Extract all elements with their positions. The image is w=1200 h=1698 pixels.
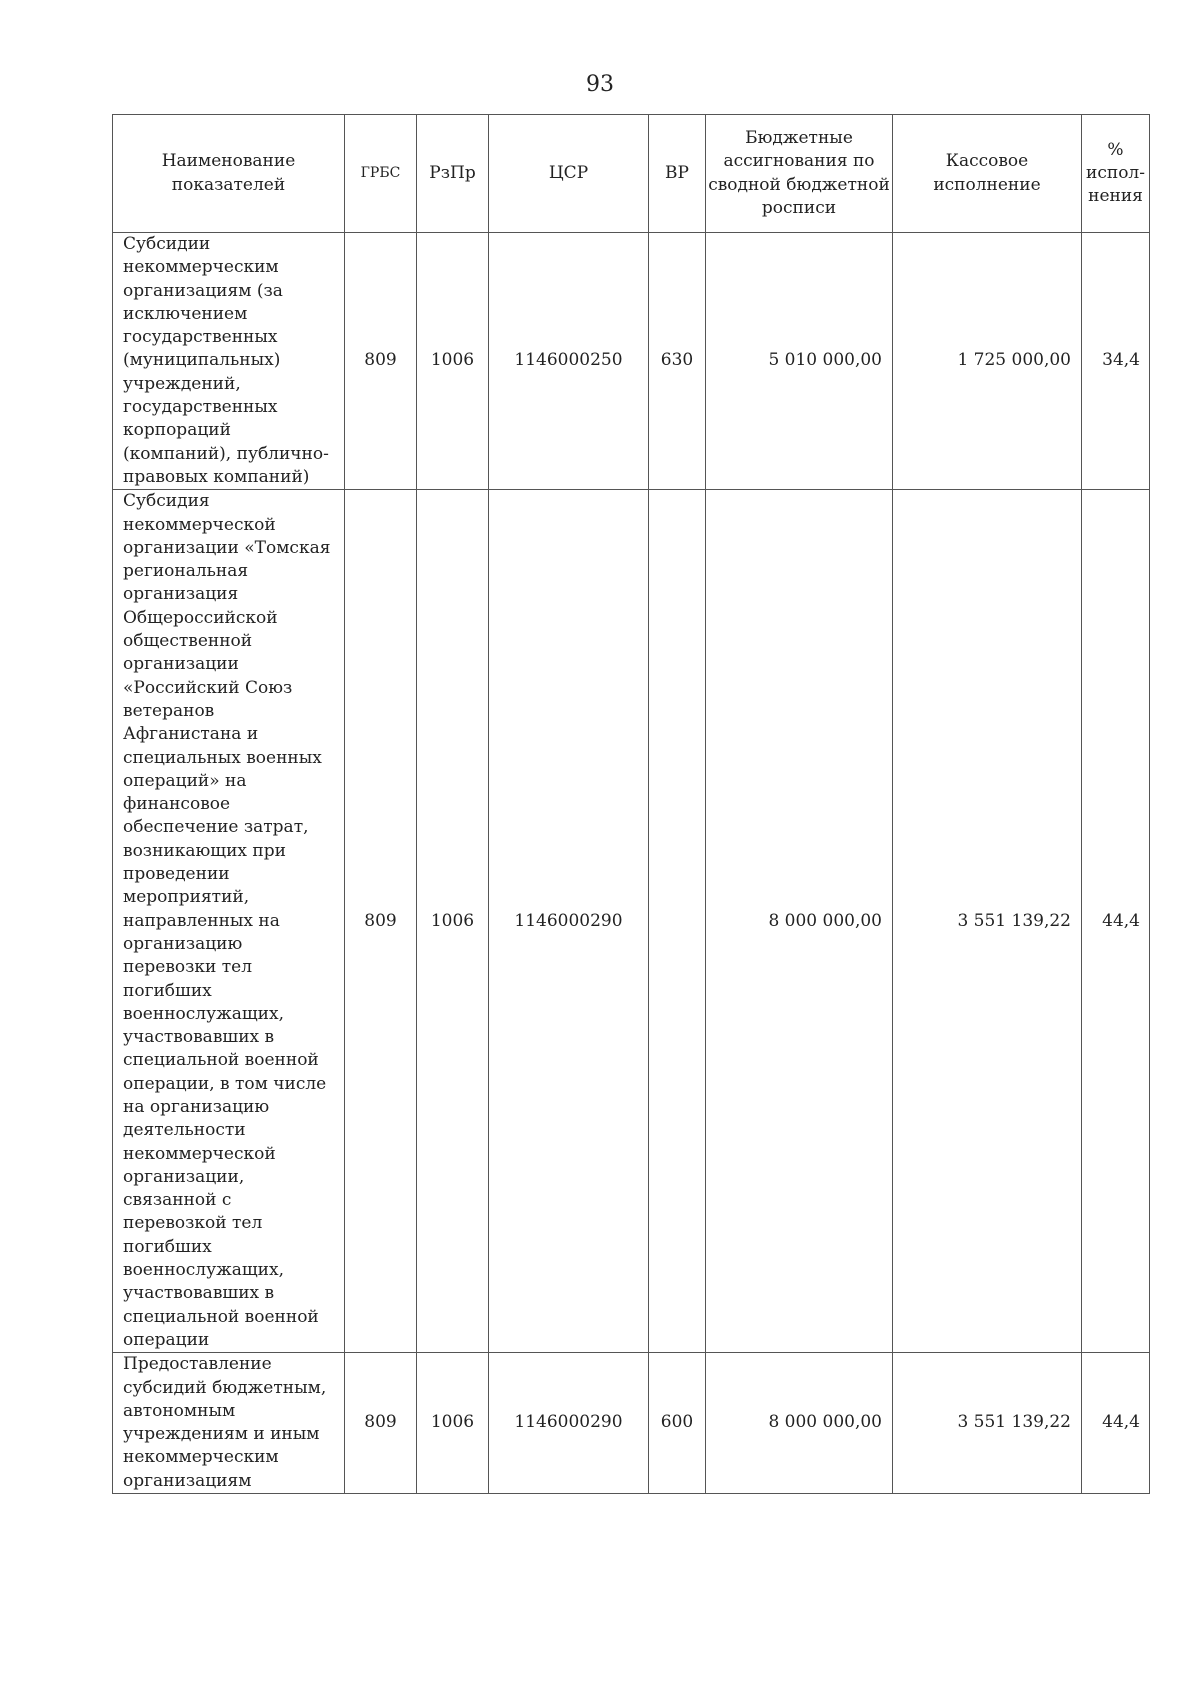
header-vr: ВР — [649, 115, 706, 233]
row-execution: 3 551 139,22 — [893, 1353, 1082, 1494]
row-name: Субсидия некоммерческой организации «Томская региональная организация Общероссийской общественной организации «Российский Союз ветеранов Афганистана и специальных военных операций» на финансовое обеспечение затрат, возникающих при проведении мероприятий, направленных на организацию перевозки тел погибших военнослужащих, участвовавших в специальной военной операции, в том числе на организацию деятельности некоммерческой организации, связанной с перевозкой тел погибших военнослужащих, участвовавших в специальной военной операции — [113, 490, 345, 1353]
table-header-row — [113, 115, 1150, 233]
row-percent: 34,4 — [1082, 233, 1150, 490]
row-name: Субсидии некоммерческим организациям (за исключением государственных (муниципальных) учреждений, государственных корпораций (компаний), публично-правовых компаний) — [113, 233, 345, 490]
row-csr: 1146000290 — [489, 1353, 649, 1494]
header-name: Наименование показателей — [113, 115, 345, 233]
row-grbs: 809 — [345, 233, 417, 490]
row-vr: 600 — [649, 1353, 706, 1494]
row-csr: 1146000250 — [489, 233, 649, 490]
page-number: 93 — [586, 72, 614, 97]
header-rzpr: РзПр — [417, 115, 489, 233]
row-name: Предоставление субсидий бюджетным, автономным учреждениям и иным некоммерческим организациям — [113, 1353, 345, 1494]
row-grbs: 809 — [345, 1353, 417, 1494]
row-appropriations: 5 010 000,00 — [706, 233, 893, 490]
header-execution: Кассовое исполнение — [893, 115, 1082, 233]
row-vr: 630 — [649, 233, 706, 490]
header-percent: % испол-нения — [1082, 115, 1150, 233]
row-appropriations: 8 000 000,00 — [706, 490, 893, 1353]
row-execution: 1 725 000,00 — [893, 233, 1082, 490]
row-rzpr: 1006 — [417, 233, 489, 490]
header-grbs: ГРБС — [345, 115, 417, 233]
table-row — [113, 490, 1150, 1353]
budget-execution-table — [112, 114, 1150, 1494]
table-row — [113, 1353, 1150, 1494]
row-appropriations: 8 000 000,00 — [706, 1353, 893, 1494]
header-appropriations: Бюджетные ассигнования по сводной бюджетной росписи — [706, 115, 893, 233]
row-rzpr: 1006 — [417, 1353, 489, 1494]
row-csr: 1146000290 — [489, 490, 649, 1353]
row-vr — [649, 490, 706, 1353]
row-percent: 44,4 — [1082, 490, 1150, 1353]
row-percent: 44,4 — [1082, 1353, 1150, 1494]
row-grbs: 809 — [345, 490, 417, 1353]
row-rzpr: 1006 — [417, 490, 489, 1353]
row-execution: 3 551 139,22 — [893, 490, 1082, 1353]
table-row — [113, 233, 1150, 490]
header-csr: ЦСР — [489, 115, 649, 233]
